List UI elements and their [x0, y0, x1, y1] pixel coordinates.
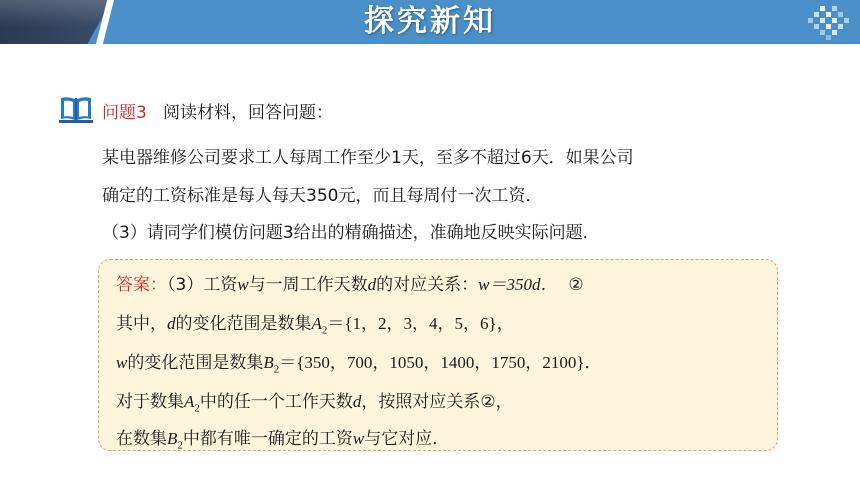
problem-prompt: 阅读材料，回答问题： [163, 103, 334, 123]
circled-mark: ② [568, 275, 584, 295]
answer-line-4: 对于数集$A_2$中的任一个工作天数d，按照对应关系②， [116, 392, 513, 415]
answer-line-1: 答案：（3）工资w与一周工作天数d的对应关系：w＝350d． ② [116, 275, 584, 295]
set-a2: ＝{1，2，3，4，5，6}， [327, 314, 514, 333]
page-title: 探究新知 [364, 4, 496, 39]
problem-line-2: 确定的工资标准是每人每天350元，而且每周付一次工资． [102, 186, 543, 206]
set-b2: ＝{350，700，1050，1400，1750，2100}． [279, 353, 602, 372]
problem-label: 问题3 [102, 103, 147, 123]
pixel-grid-icon [806, 6, 850, 40]
problem-heading [102, 98, 333, 123]
formula: w＝350d． [478, 275, 558, 294]
problem-line-3: （3）请同学们模仿问题3给出的精确描述，准确地反映实际问题． [102, 223, 600, 243]
answer-line-2: 其中，d的变化范围是数集$A_2=\{1$，2，3，4，5，6}， [116, 314, 514, 337]
open-book-icon [58, 94, 94, 124]
answer-line-5: 在数集$B_2$中都有唯一确定的工资w与它对应． [116, 429, 450, 452]
header-banner [0, 0, 860, 44]
answer-line-3: w的变化范围是数集$B_2=\{350$，700，1050，1400，1750，2100}． [116, 353, 602, 376]
problem-line-1: 某电器维修公司要求工人每周工作至少1天，至多不超过6天．如果公司 [102, 148, 634, 168]
answer-label: 答案： [116, 275, 167, 295]
